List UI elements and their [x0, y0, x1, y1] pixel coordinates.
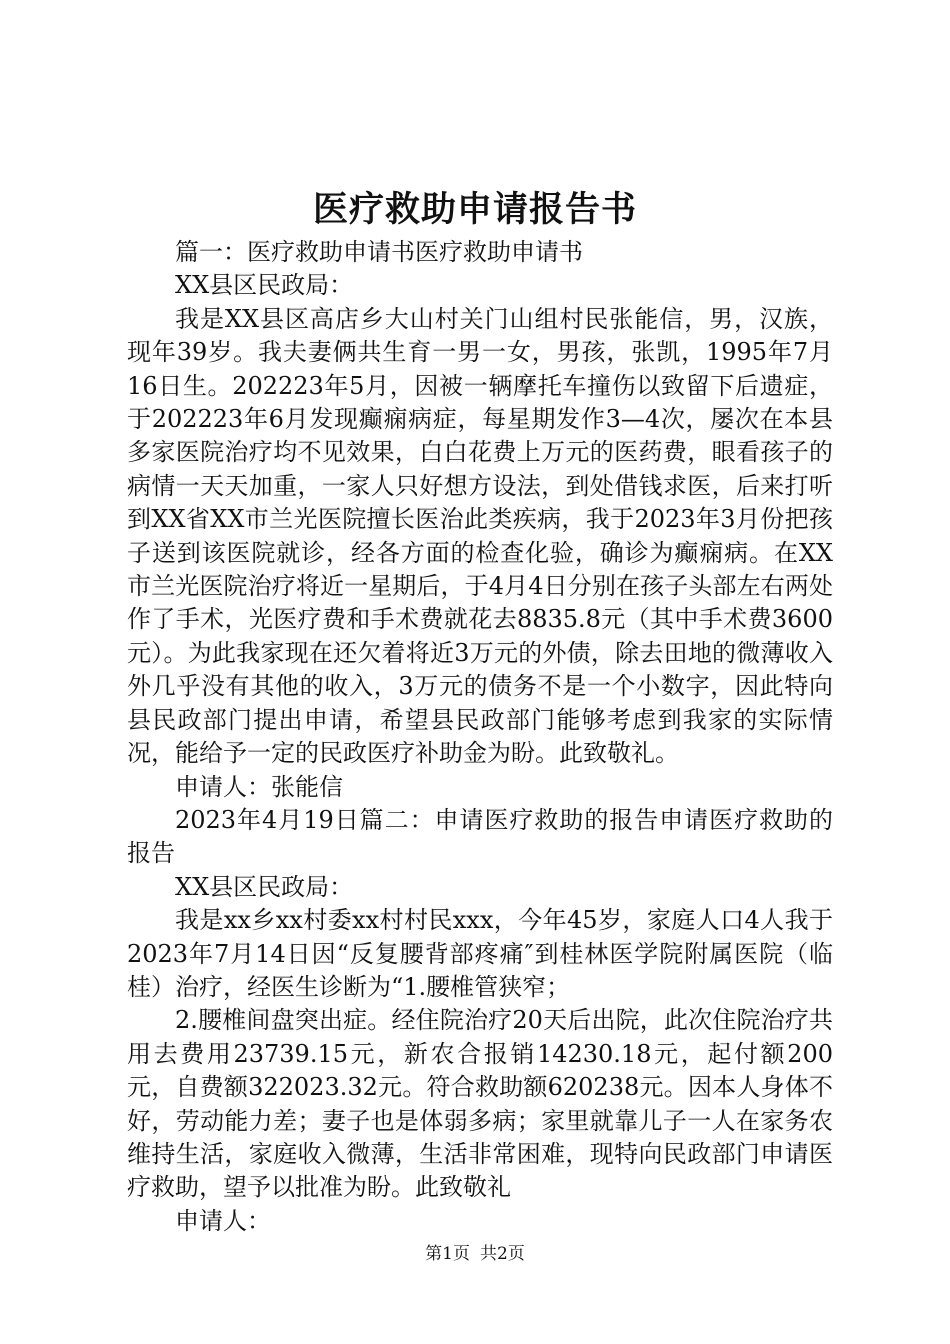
paragraph-body-2b: 2.腰椎间盘突出症。经住院治疗20天后出院，此次住院治疗共用去费用23739.15元，新农合报销14230.18元，起付额200元，自费额322023.32元。符合救助额620238元。因本人身体不好，劳动能力差；妻子也是体弱多病；家里就靠儿子一人在家务农维持生活，家庭收入微薄，生活非常困难，现特向民政部门申请医疗救助，望予以批准为盼。此致敬礼 — [127, 1006, 833, 1202]
document-title: 医疗救助申请报告书 — [312, 189, 637, 230]
paragraph-body-2a: 我是xx乡xx村委xx村村民xxx，今年45岁，家庭人口4人我于2023年7月14日因“反复腰背部疼痛″到桂林医学院附属医院（临桂）治疗，经医生诊断为“1.腰椎管狭窄； — [127, 906, 833, 1001]
paragraph-body-1: 我是XX县区高店乡大山村关门山组村民张能信，男，汉族，现年39岁。我夫妻俩共生育一男一女，男孩，张凯，1995年7月16日生。202223年5月，因被一辆摩托车撞伤以致留下后遗症，于202223年6月发现癫痫病症，每星期发作3—4次，屡次在本县多家医院治疗均不见效果，白白花费上万元的医药费，眼看孩子的病情一天天加重，一家人只好想方设法，到处借钱求医，后来打听到XX省XX市兰光医院擅长医治此类疾病，我于2023年3月份把孩子送到该医院就诊，经各方面的检查化验，确诊为癫痫病。在XX市兰光医院治疗将近一星期后，于4月4日分别在孩子头部左右两处作了手术，光医疗费和手术费就花去8835.8元（其中手术费3600元）。为此我家现在还欠着将近3万元的外债，除去田地的微薄收入外几乎没有其他的收入，3万元的债务不是一个小数字，因此特向县民政部门提出申请，希望县民政部门能够考虑到我家的实际情况，能给予一定的民政医疗补助金为盼。此致敬礼。 — [127, 304, 833, 768]
page-number-current: 第1页 — [425, 1244, 470, 1264]
page-number-total: 共2页 — [480, 1244, 525, 1264]
paragraph-salutation-2: XX县区民政局： — [175, 872, 354, 901]
document-body — [127, 236, 833, 1238]
paragraph-applicant-2: 申请人： — [175, 1206, 271, 1235]
page-footer — [0, 1242, 950, 1266]
paragraph-salutation-1: XX县区民政局： — [175, 271, 354, 300]
paragraph-heading-part-one: 篇一：医疗救助申请书医疗救助申请书 — [175, 238, 583, 266]
paragraph-date-part-two: 2023年4月19日篇二：申请医疗救助的报告申请医疗救助的报告 — [127, 805, 833, 868]
paragraph-applicant-1: 申请人：张能信 — [175, 772, 343, 801]
